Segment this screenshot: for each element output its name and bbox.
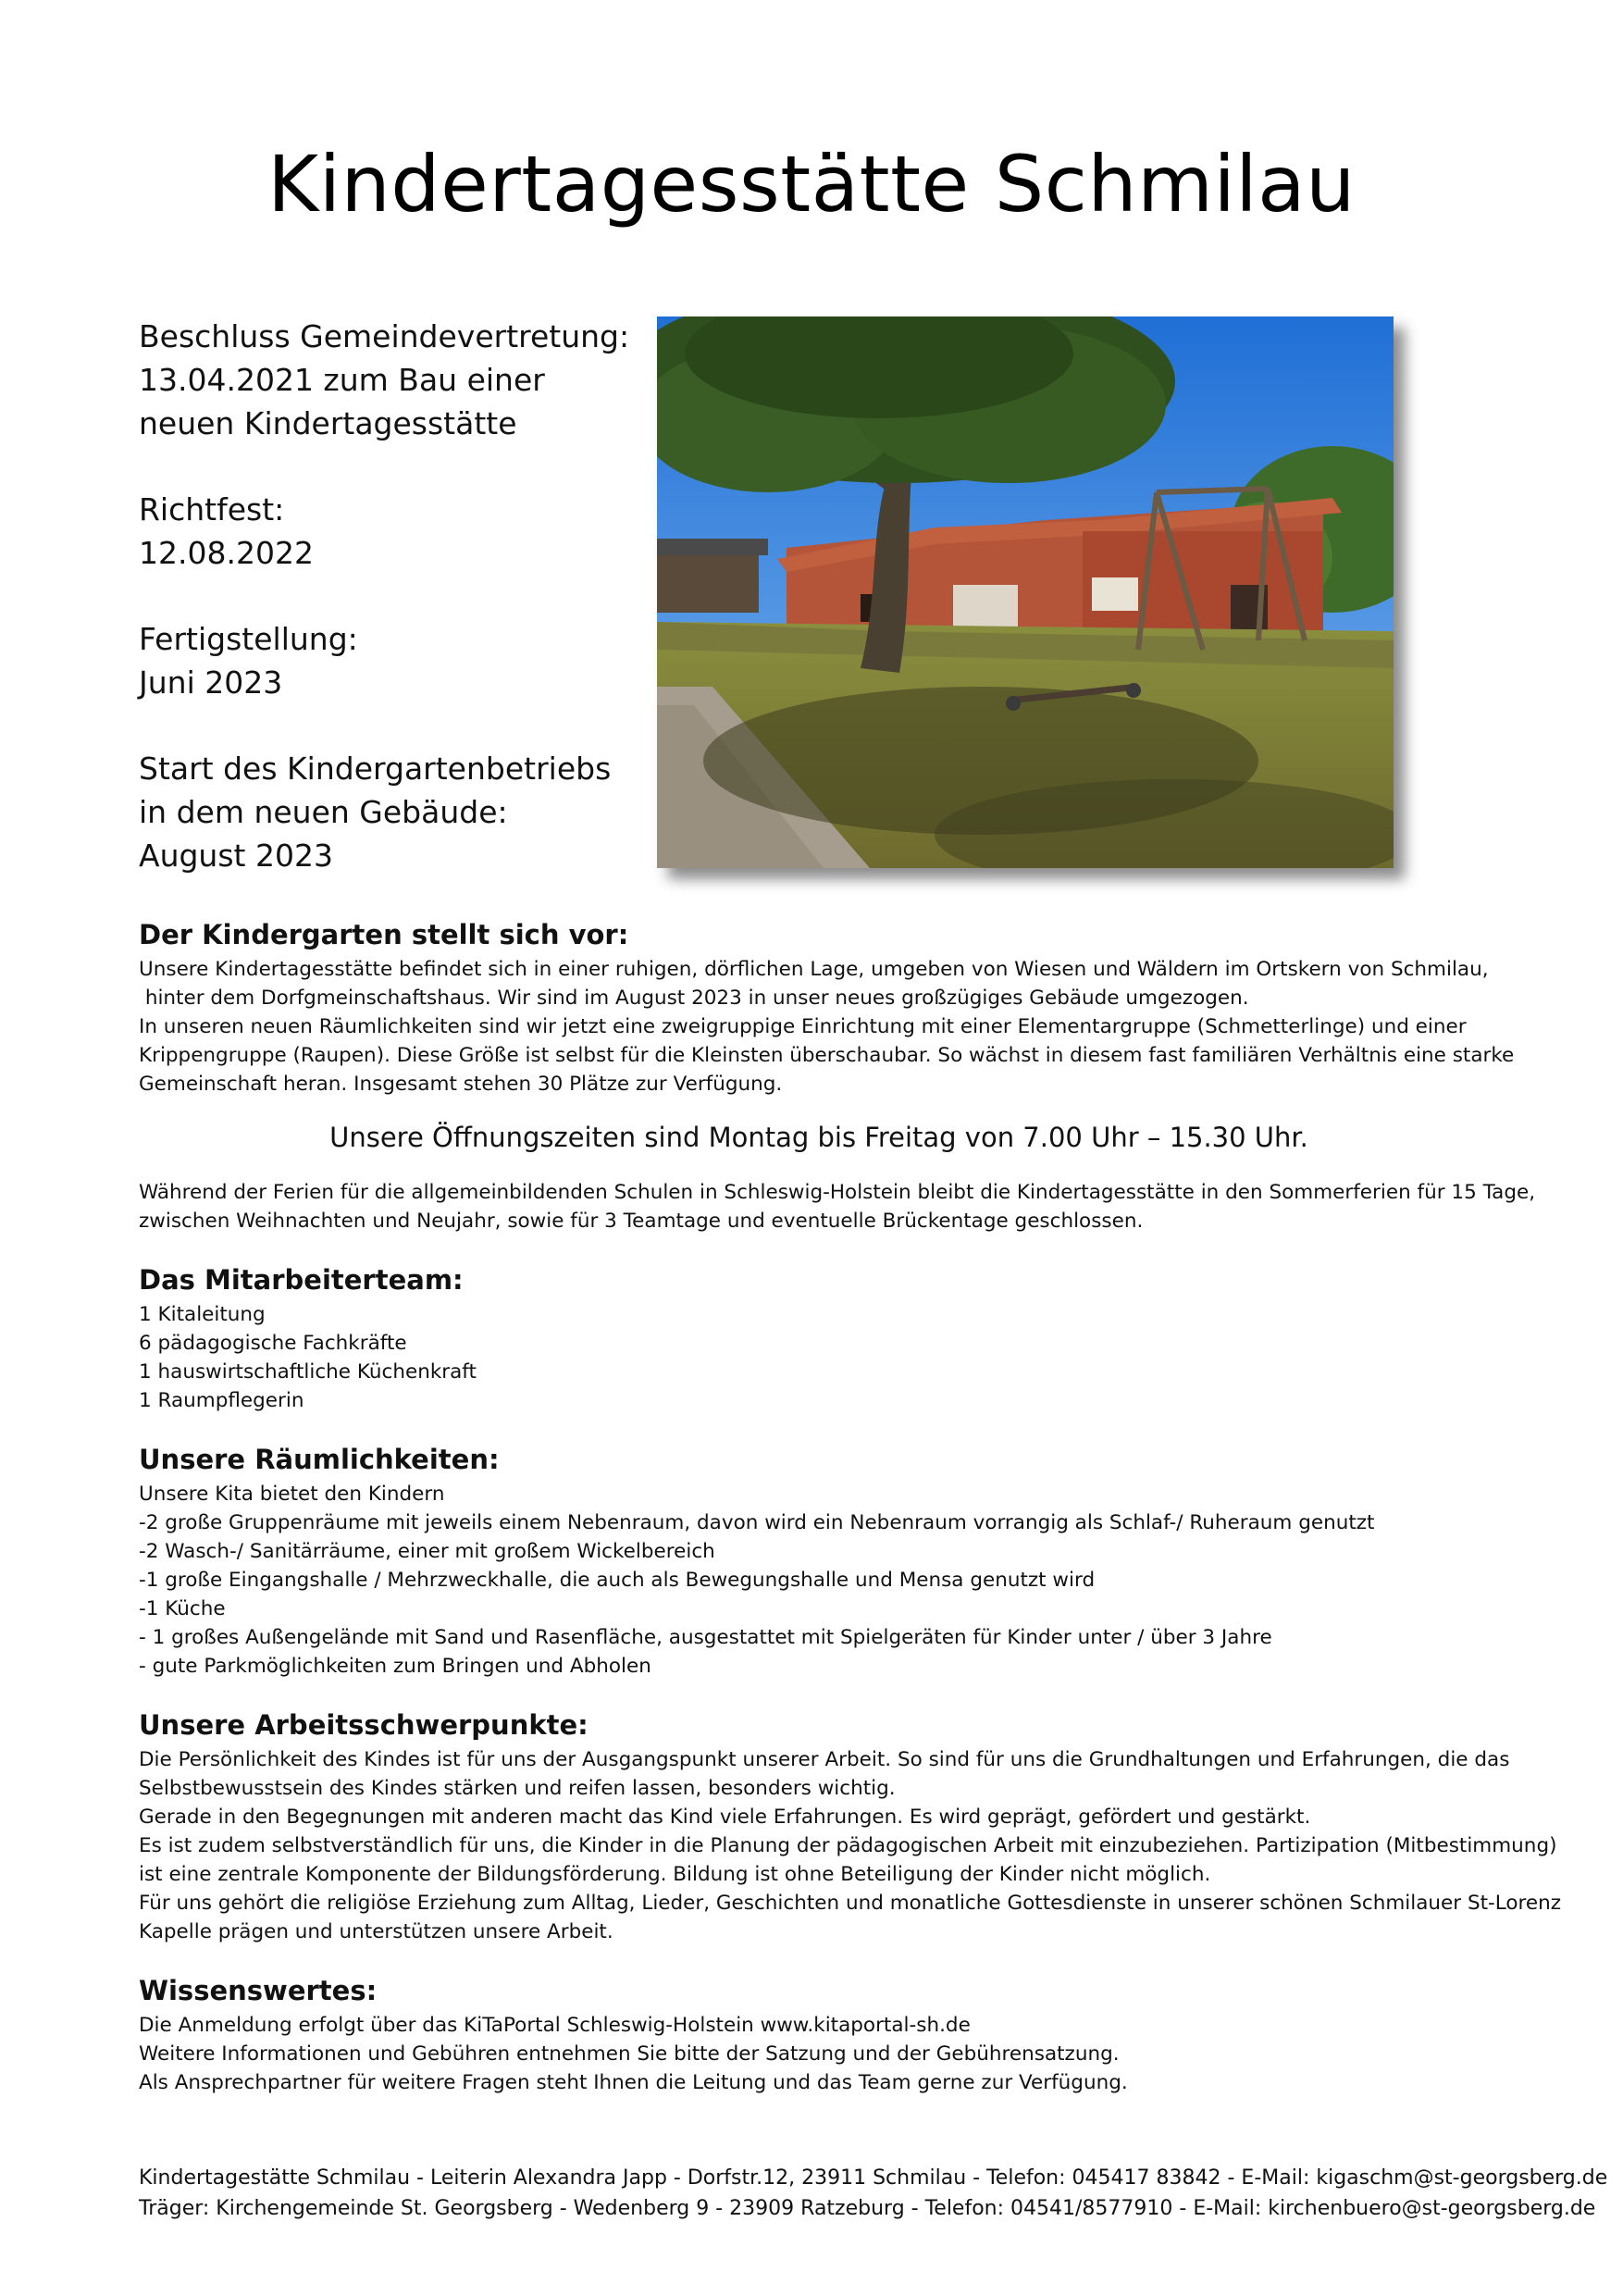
milestone-line: neuen Kindertagesstätte — [139, 405, 517, 441]
intro-line: hinter dem Dorfgmeinschaftshaus. Wir sind im August 2023 in unser neues großzügiges Gebäude umgezogen. — [139, 987, 1249, 1010]
intro-line: Krippengruppe (Raupen). Diese Größe ist selbst für die Kleinsten überschaubar. So wächst in diesem fast familiären Verhältnis eine starke — [139, 1044, 1515, 1067]
info-line: Weitere Informationen und Gebühren entnehmen Sie bitte der Satzung und der Gebührensatzung. — [139, 2042, 1120, 2066]
milestone-line: in dem neuen Gebäude: — [139, 794, 508, 830]
milestone-line: Richtfest: — [139, 491, 285, 527]
main-content — [139, 916, 1562, 2097]
opening-hours: Unsere Öffnungszeiten sind Montag bis Freitag von 7.00 Uhr – 15.30 Uhr. — [329, 1122, 1308, 1153]
focus-line: ist eine zentrale Komponente der Bildungsförderung. Bildung ist ohne Beteiligung der Kinder nicht möglich. — [139, 1863, 1211, 1886]
focus-line: Für uns gehört die religiöse Erziehung zum Alltag, Lieder, Geschichten und monatliche Gottesdienste in unserer schönen Schmilauer St-Lorenz — [139, 1892, 1562, 1915]
rooms-line: -2 große Gruppenräume mit jeweils einem Nebenraum, davon wird ein Nebenraum vorrangig als Schlaf-/ Ruheraum genutzt — [139, 1511, 1375, 1534]
milestone-line: Beschluss Gemeindevertretung: — [139, 318, 630, 354]
rooms-heading: Unsere Räumlichkeiten: — [139, 1444, 500, 1475]
rooms-section — [139, 1441, 1499, 1681]
rooms-line: - 1 großes Außengelände mit Sand und Rasenfläche, ausgestattet mit Spielgeräten für Kinder unter / über 3 Jahre — [139, 1626, 1272, 1649]
milestone-start — [139, 747, 629, 877]
intro-line: Unsere Kindertagesstätte befindet sich in einer ruhigen, dörflichen Lage, umgeben von Wiesen und Wäldern im Ortskern von Schmilau, — [139, 958, 1489, 981]
page-footer — [139, 2163, 1608, 2224]
intro-heading: Der Kindergarten stellt sich vor: — [139, 919, 629, 950]
focus-heading: Unsere Arbeitsschwerpunkte: — [139, 1709, 588, 1741]
milestone-line: Fertigstellung: — [139, 621, 358, 657]
info-line: Als Ansprechpartner für weitere Fragen steht Ihnen die Leitung und das Team gerne zur Verfügung. — [139, 2071, 1128, 2094]
milestones-list — [139, 315, 629, 920]
info-heading: Wissenswertes: — [139, 1975, 378, 2006]
rooms-line: -1 große Eingangshalle / Mehrzweckhalle, die auch als Bewegungshalle und Mensa genutzt wird — [139, 1569, 1096, 1592]
rooms-line: -1 Küche — [139, 1597, 226, 1620]
milestone-decision — [139, 315, 629, 445]
footer-line-sponsor: Träger: Kirchengemeinde St. Georgsberg - Wedenberg 9 - 23909 Ratzeburg - Telefon: 04541/8577910 - E-Mail: kirchenbuero@st-georgsberg.de — [139, 2197, 1596, 2220]
rooms-line: - gute Parkmöglichkeiten zum Bringen und Abholen — [139, 1655, 651, 1678]
holidays-line: zwischen Weihnachten und Neujahr, sowie für 3 Teamtage und eventuelle Brückentage geschlossen. — [139, 1210, 1144, 1233]
milestone-line: 13.04.2021 zum Bau einer — [139, 362, 545, 398]
focus-line: Gerade in den Begegnungen mit anderen macht das Kind viele Erfahrungen. Es wird geprägt, gefördert und gestärkt. — [139, 1806, 1311, 1829]
holidays-section — [139, 1178, 1536, 1235]
focus-line: Die Persönlichkeit des Kindes ist für uns der Ausgangspunkt unserer Arbeit. So sind für uns die Grundhaltungen und Erfahrungen, die das — [139, 1748, 1510, 1771]
photo-illustration — [657, 316, 1394, 868]
kindergarten-building-photo — [657, 316, 1394, 868]
focus-line: Selbstbewusstsein des Kindes stärken und reifen lassen, besonders wichtig. — [139, 1777, 896, 1800]
focus-line: Es ist zudem selbstverständlich für uns, die Kinder in die Planung der pädagogischen Arbeit mit einzubeziehen. Partizipation (Mitbestimmung) — [139, 1834, 1557, 1857]
milestone-line: Start des Kindergartenbetriebs — [139, 751, 612, 787]
team-section — [139, 1261, 1499, 1415]
team-heading: Das Mitarbeiterteam: — [139, 1264, 464, 1296]
milestone-line: August 2023 — [139, 838, 333, 874]
rooms-line: -2 Wasch-/ Sanitärräume, einer mit großem Wickelbereich — [139, 1540, 715, 1563]
team-line: 1 Kitaleitung — [139, 1303, 266, 1326]
intro-line: In unseren neuen Räumlichkeiten sind wir jetzt eine zweigruppige Einrichtung mit einer Elementargruppe (Schmetterlinge) und einer — [139, 1015, 1467, 1038]
info-section — [139, 1972, 1499, 2097]
footer-line-contact: Kindertagestätte Schmilau - Leiterin Alexandra Japp - Dorfstr.12, 23911 Schmilau - Telefon: 045417 83842 - E-Mail: kigaschm@st-georgsberg.de — [139, 2166, 1608, 2190]
team-line: 1 hauswirtschaftliche Küchenkraft — [139, 1360, 477, 1384]
focus-line: Kapelle prägen und unterstützen unsere Arbeit. — [139, 1920, 613, 1943]
page-title: Kindertagesstätte Schmilau — [267, 139, 1356, 230]
info-line: Die Anmeldung erfolgt über das KiTaPortal Schleswig-Holstein www.kitaportal-sh.de — [139, 2014, 971, 2037]
holidays-line: Während der Ferien für die allgemeinbildenden Schulen in Schleswig-Holstein bleibt die Kindertagesstätte in den Sommerferien für 15 Tage, — [139, 1181, 1536, 1204]
milestone-completion — [139, 617, 629, 704]
milestone-line: 12.08.2022 — [139, 535, 314, 571]
team-line: 6 pädagogische Fachkräfte — [139, 1332, 407, 1355]
team-line: 1 Raumpflegerin — [139, 1389, 304, 1412]
focus-section — [139, 1706, 1562, 1946]
intro-section — [139, 916, 1515, 1098]
intro-line: Gemeinschaft heran. Insgesamt stehen 30 Plätze zur Verfügung. — [139, 1073, 783, 1096]
milestone-line: Juni 2023 — [139, 664, 283, 701]
milestone-topping-out — [139, 488, 629, 575]
rooms-line: Unsere Kita bietet den Kindern — [139, 1483, 445, 1506]
